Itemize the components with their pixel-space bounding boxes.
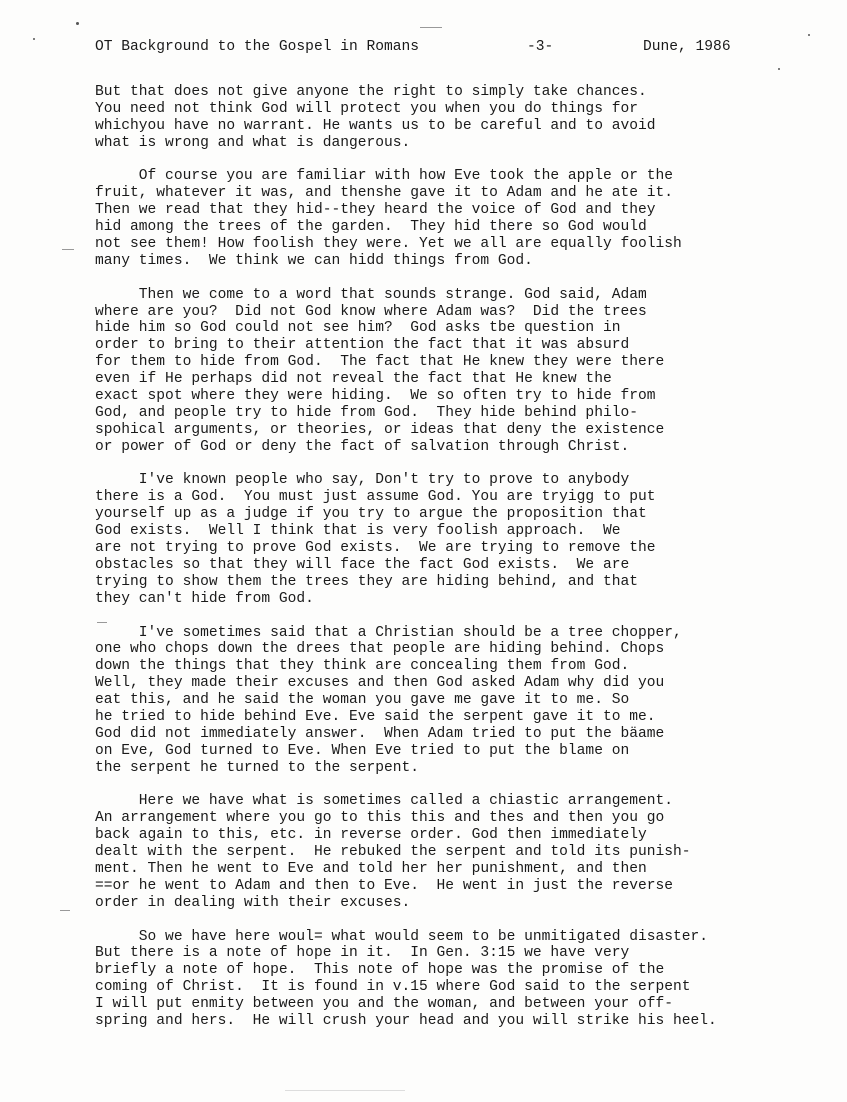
- header-date: Dune, 1986: [643, 39, 731, 55]
- text-line: whichyou have no warrant. He wants us to be careful and to avoid: [95, 117, 656, 134]
- text-line: I've known people who say, Don't try to prove to anybody: [95, 472, 630, 489]
- scan-dash: [420, 27, 442, 28]
- text-line: for them to hide from God. The fact that He knew they were there: [95, 354, 665, 371]
- text-line: yourself up as a judge if you try to argue the proposition that: [95, 506, 647, 523]
- paragraph: [95, 472, 835, 607]
- text-line: are not trying to prove God exists. We are trying to remove the: [95, 540, 656, 557]
- text-line: obstacles so that they will face the fact God exists. We are: [95, 556, 630, 573]
- text-line: back again to this, etc. in reverse order. God then immediately: [95, 827, 647, 844]
- text-line: An arrangement where you go to this this and thes and then you go: [95, 810, 665, 827]
- text-line: God exists. Well I think that is very foolish approach. We: [95, 523, 621, 540]
- text-line: one who chops down the drees that people are hiding behind. Chops: [95, 641, 665, 658]
- text-line: trying to show them the trees they are hiding behind, and that: [95, 573, 638, 590]
- text-line: where are you? Did not God know where Adam was? Did the trees: [95, 303, 647, 320]
- scan-dash: [285, 1090, 405, 1091]
- text-line: order to bring to their attention the fact that it was absurd: [95, 337, 630, 354]
- paragraph: [95, 84, 835, 152]
- text-line: not see them! How foolish they were. Yet we all are equally foolish: [95, 236, 682, 253]
- page-header: [95, 39, 765, 57]
- text-line: I will put enmity between you and the woman, and between your off-: [95, 996, 674, 1013]
- text-line: what is wrong and what is dangerous.: [95, 134, 411, 151]
- scan-dash: [62, 249, 74, 250]
- text-line: Then we read that they hid--they heard the voice of God and they: [95, 202, 656, 219]
- text-line: on Eve, God turned to Eve. When Eve tried to put the blame on: [95, 742, 630, 759]
- text-line: exact spot where they were hiding. We so often try to hide from: [95, 388, 656, 405]
- text-line: dealt with the serpent. He rebuked the serpent and told its punish-: [95, 844, 691, 861]
- text-line: even if He perhaps did not reveal the fact that He knew the: [95, 371, 612, 388]
- scan-speck: [778, 68, 780, 70]
- text-line: many times. We think we can hidd things from God.: [95, 252, 533, 269]
- text-line: eat this, and he said the woman you gave me gave it to me. So: [95, 692, 630, 709]
- text-line: Then we come to a word that sounds strange. God said, Adam: [95, 286, 647, 303]
- text-line: coming of Christ. It is found in v.15 where God said to the serpent: [95, 979, 691, 996]
- paragraph: [95, 287, 835, 456]
- text-line: ==or he went to Adam and then to Eve. He went in just the reverse: [95, 877, 674, 894]
- text-line: You need not think God will protect you when you do things for: [95, 100, 638, 117]
- text-line: Here we have what is sometimes called a chiastic arrangement.: [95, 793, 674, 810]
- header-title: OT Background to the Gospel in Romans: [95, 39, 420, 55]
- text-line: Of course you are familiar with how Eve took the apple or the: [95, 168, 674, 185]
- text-line: there is a God. You must just assume God. You are tryigg to put: [95, 489, 656, 506]
- paragraph: [95, 625, 835, 777]
- text-line: spring and hers. He will crush your head and you will strike his heel.: [95, 1012, 717, 1029]
- text-line: order in dealing with their excuses.: [95, 894, 411, 911]
- text-line: fruit, whatever it was, and thenshe gave it to Adam and he ate it.: [95, 185, 674, 202]
- text-line: God, and people try to hide from God. They hide behind philo-: [95, 404, 638, 421]
- text-line: But there is a note of hope in it. In Gen. 3:15 we have very: [95, 945, 630, 962]
- scan-speck: [808, 34, 810, 36]
- text-line: he tried to hide behind Eve. Eve said the serpent gave it to me.: [95, 708, 656, 725]
- text-line: Well, they made their excuses and then God asked Adam why did you: [95, 675, 665, 692]
- text-line: But that does not give anyone the right to simply take chances.: [95, 84, 647, 100]
- text-line: they can't hide from God.: [95, 590, 314, 607]
- body-text: [95, 84, 835, 1047]
- text-line: hide him so God could not see him? God asks tbe question in: [95, 320, 621, 337]
- header-page-number: -3-: [527, 39, 554, 55]
- scan-speck: [33, 38, 35, 40]
- text-line: down the things that they think are concealing them from God.: [95, 658, 630, 675]
- text-line: briefly a note of hope. This note of hope was the promise of the: [95, 962, 665, 979]
- paragraph: [95, 168, 835, 269]
- paragraph: [95, 929, 835, 1030]
- text-line: spohical arguments, or theories, or ideas that deny the existence: [95, 421, 665, 438]
- scan-speck: [76, 22, 79, 25]
- text-line: I've sometimes said that a Christian should be a tree chopper,: [95, 624, 682, 641]
- text-line: the serpent he turned to the serpent.: [95, 759, 420, 776]
- text-line: or power of God or deny the fact of salvation through Christ.: [95, 438, 630, 455]
- text-line: God did not immediately answer. When Adam tried to put the bäame: [95, 725, 665, 742]
- scan-dash: [60, 910, 70, 911]
- text-line: hid among the trees of the garden. They hid there so God would: [95, 219, 647, 236]
- paragraph: [95, 793, 835, 911]
- text-line: So we have here woul= what would seem to be unmitigated disaster.: [95, 928, 709, 945]
- text-line: ment. Then he went to Eve and told her her punishment, and then: [95, 860, 647, 877]
